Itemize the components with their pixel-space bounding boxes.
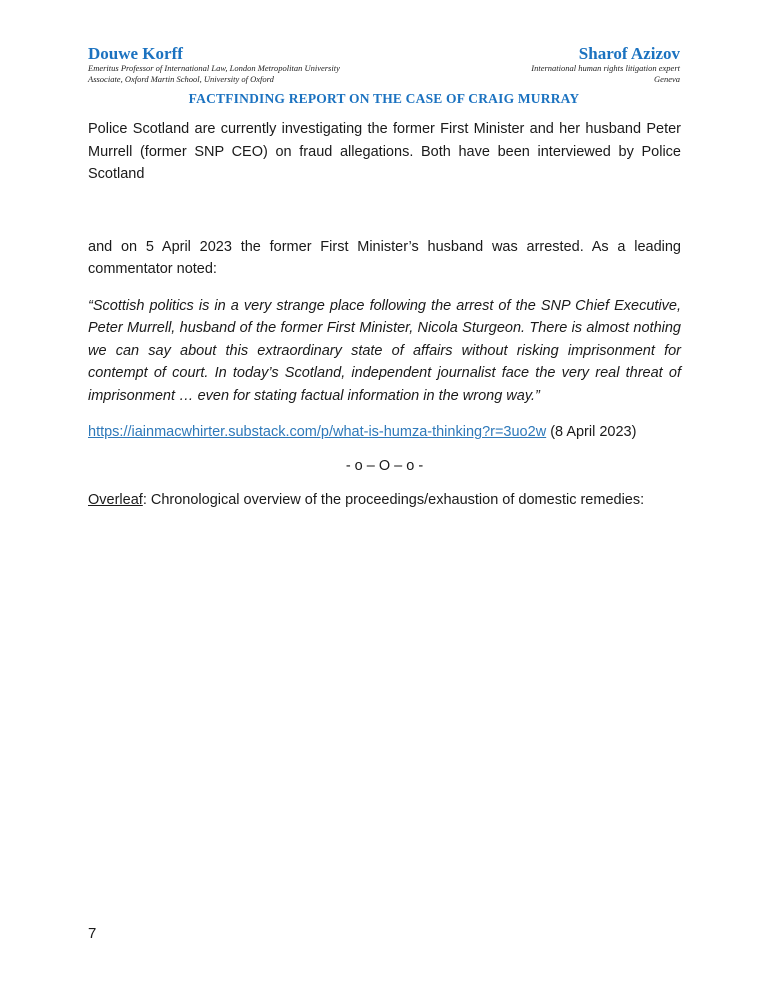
source-date: (8 April 2023)	[546, 424, 637, 440]
overleaf-note	[88, 489, 681, 512]
author-right-credential-1: International human rights litigation expert	[531, 63, 680, 73]
author-left	[88, 44, 340, 84]
author-left-credential-2: Associate, Oxford Martin School, University of Oxford	[88, 73, 274, 84]
overleaf-text: : Chronological overview of the proceedings/exhaustion of domestic remedies:	[142, 492, 645, 508]
document-body	[88, 118, 681, 512]
authors-row	[88, 44, 680, 84]
overleaf-label: Overleaf	[88, 492, 143, 508]
page-header	[88, 44, 680, 107]
author-left-credential-1: Emeritus Professor of International Law, London Metropolitan University	[88, 63, 340, 73]
section-divider: - o – O – o -	[345, 457, 424, 474]
source-line	[88, 421, 681, 444]
report-title: FACTFINDING REPORT ON THE CASE OF CRAIG MURRAY	[188, 91, 580, 106]
block-quote: “Scottish politics is in a very strange place following the arrest of the SNP Chief Executive, Peter Murrell, husband of the former First Minister, Nicola Sturgeon. There is almost nothing we can say about this extraordinary state of affairs without risking imprisonment for contempt of court. In today’s Scotland, independent journalist face the very real threat of imprisonment … even for stating factual information in the wrong way.”	[88, 297, 681, 404]
paragraph-police-investigation: Police Scotland are currently investigating the former First Minister and her husband Peter Murrell (former SNP CEO) on fraud allegations. Both have been interviewed by Police Scotland	[88, 121, 681, 182]
author-right-credential-2: Geneva	[654, 73, 680, 84]
author-right-name: Sharof Azizov	[578, 44, 680, 63]
substack-hyperlink[interactable]: https://iainmacwhirter.substack.com/p/what-is-humza-thinking?r=3uo2w	[88, 424, 547, 440]
page-number: 7	[88, 925, 97, 942]
author-left-name: Douwe Korff	[88, 44, 183, 63]
author-right	[531, 44, 680, 84]
paragraph-arrest: and on 5 April 2023 the former First Minister’s husband was arrested. As a leading commentator noted:	[88, 238, 681, 277]
